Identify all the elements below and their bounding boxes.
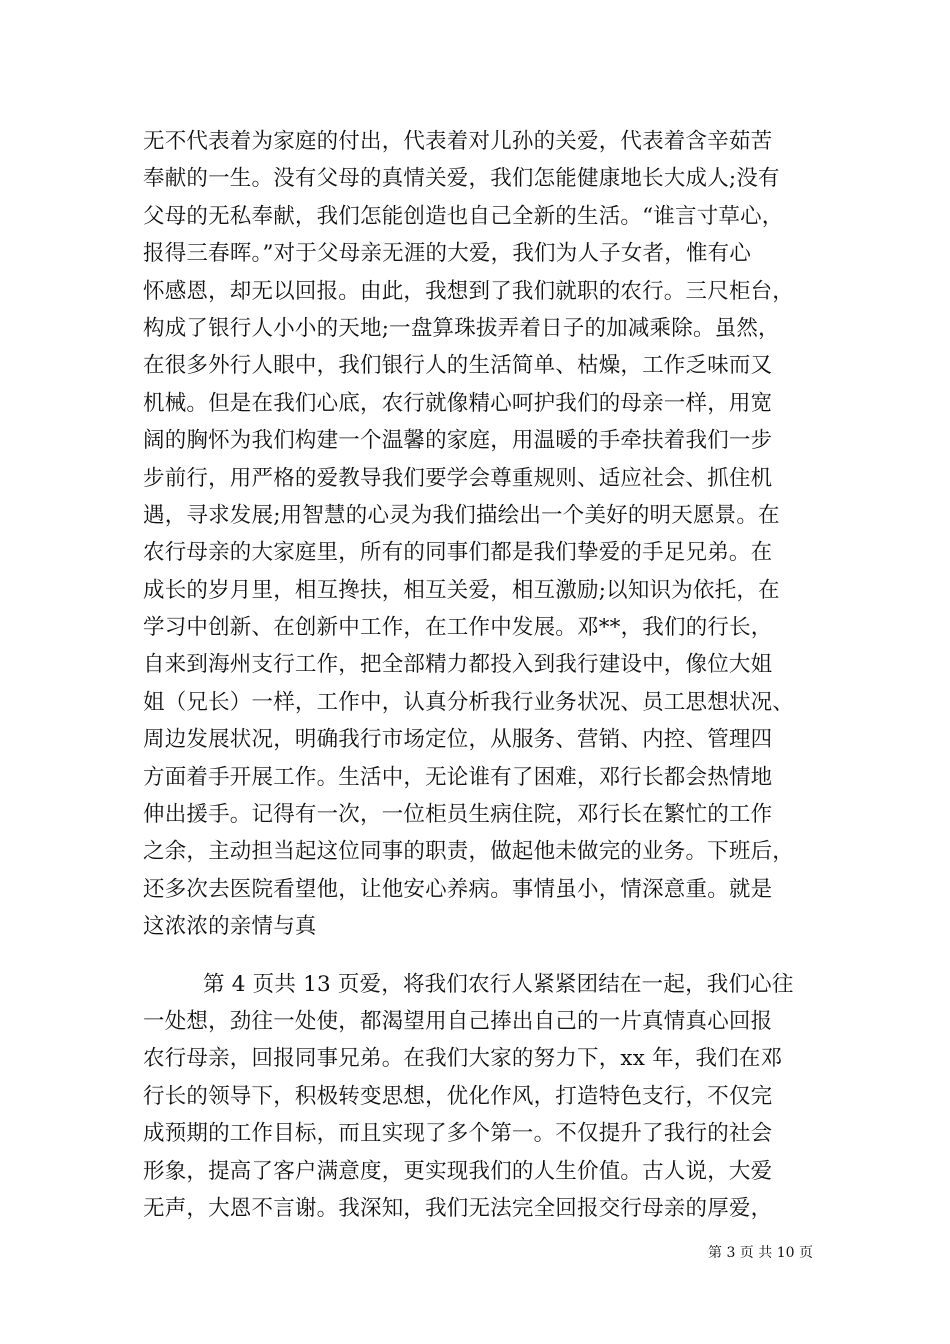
text-line: 农行母亲，回报同事兄弟。在我们大家的努力下，xx 年，我们在邓: [143, 1046, 783, 1072]
text-line: 伸出援手。记得有一次，一位柜员生病住院，邓行长在繁忙的工作: [143, 802, 773, 828]
page-number: 第 3 页 共 10 页: [708, 1245, 813, 1261]
text-line: 机械。但是在我们心底，农行就像精心呵护我们的母亲一样，用宽: [143, 390, 773, 416]
text-line: 这浓浓的亲情与真: [143, 914, 317, 940]
text-line: 遇，寻求发展;用智慧的心灵为我们描绘出一个美好的明天愿景。在: [143, 502, 780, 528]
text-line: 奉献的一生。没有父母的真情关爱，我们怎能健康地长大成人;没有: [143, 166, 780, 192]
text-line: 一处想，劲往一处使，都渴望用自己捧出自己的一片真情真心回报: [143, 1008, 773, 1034]
text-line: 成预期的工作目标，而且实现了多个第一。不仅提升了我行的社会: [143, 1121, 773, 1147]
text-line: 阔的胸怀为我们构建一个温馨的家庭，用温暖的手牵扶着我们一步: [143, 428, 773, 454]
text-line: 报得三春晖。”对于父母亲无涯的大爱，我们为人子女者，惟有心: [143, 241, 752, 267]
text-line: 成长的岁月里，相互搀扶，相互关爱，相互激励;以知识为依托，在: [143, 577, 780, 603]
text-line: 形象，提高了客户满意度，更实现我们的人生价值。古人说，大爱: [143, 1158, 773, 1184]
text-line: 在很多外行人眼中，我们银行人的生活简单、枯燥，工作乏味而又: [143, 353, 773, 379]
text-line: 自来到海州支行工作，把全部精力都投入到我行建设中，像位大姐: [143, 652, 773, 678]
body-text: [143, 123, 823, 1227]
text-line: 无声，大恩不言谢。我深知，我们无法完全回报交行母亲的厚爱，: [143, 1195, 773, 1221]
text-line: 姐（兄长）一样，工作中，认真分析我行业务状况、员工思想状况、: [143, 689, 795, 715]
text-line: 父母的无私奉献，我们怎能创造也自己全新的生活。“谁言寸草心，: [143, 203, 784, 229]
text-line: 方面着手开展工作。生活中，无论谁有了困难，邓行长都会热情地: [143, 764, 773, 790]
text-line: 第 4 页共 13 页爱，将我们农行人紧紧团结在一起，我们心往: [203, 971, 794, 997]
text-line: 行长的领导下，积极转变思想，优化作风，打造特色支行，不仅完: [143, 1083, 773, 1109]
text-line: 周边发展状况，明确我行市场定位，从服务、营销、内控、管理四: [143, 727, 773, 753]
text-line: 步前行，用严格的爱教导我们要学会尊重规则、适应社会、抓住机: [143, 465, 773, 491]
text-line: 无不代表着为家庭的付出，代表着对儿孙的关爱，代表着含辛茹苦: [143, 129, 773, 154]
text-line: 学习中创新、在创新中工作，在工作中发展。邓**，我们的行长，: [143, 615, 773, 641]
text-line: 农行母亲的大家庭里，所有的同事们都是我们挚爱的手足兄弟。在: [143, 540, 773, 566]
text-line: 还多次去医院看望他，让他安心养病。事情虽小，情深意重。就是: [143, 876, 773, 902]
paragraph-gap: [143, 946, 823, 966]
text-line: 之余，主动担当起这位同事的职责，做起他未做完的业务。下班后，: [143, 839, 795, 865]
text-line: 怀感恩，却无以回报。由此，我想到了我们就职的农行。三尺柜台，: [143, 278, 795, 304]
text-line: 构成了银行人小小的天地;一盘算珠拔弄着日子的加减乘除。虽然，: [143, 315, 780, 341]
